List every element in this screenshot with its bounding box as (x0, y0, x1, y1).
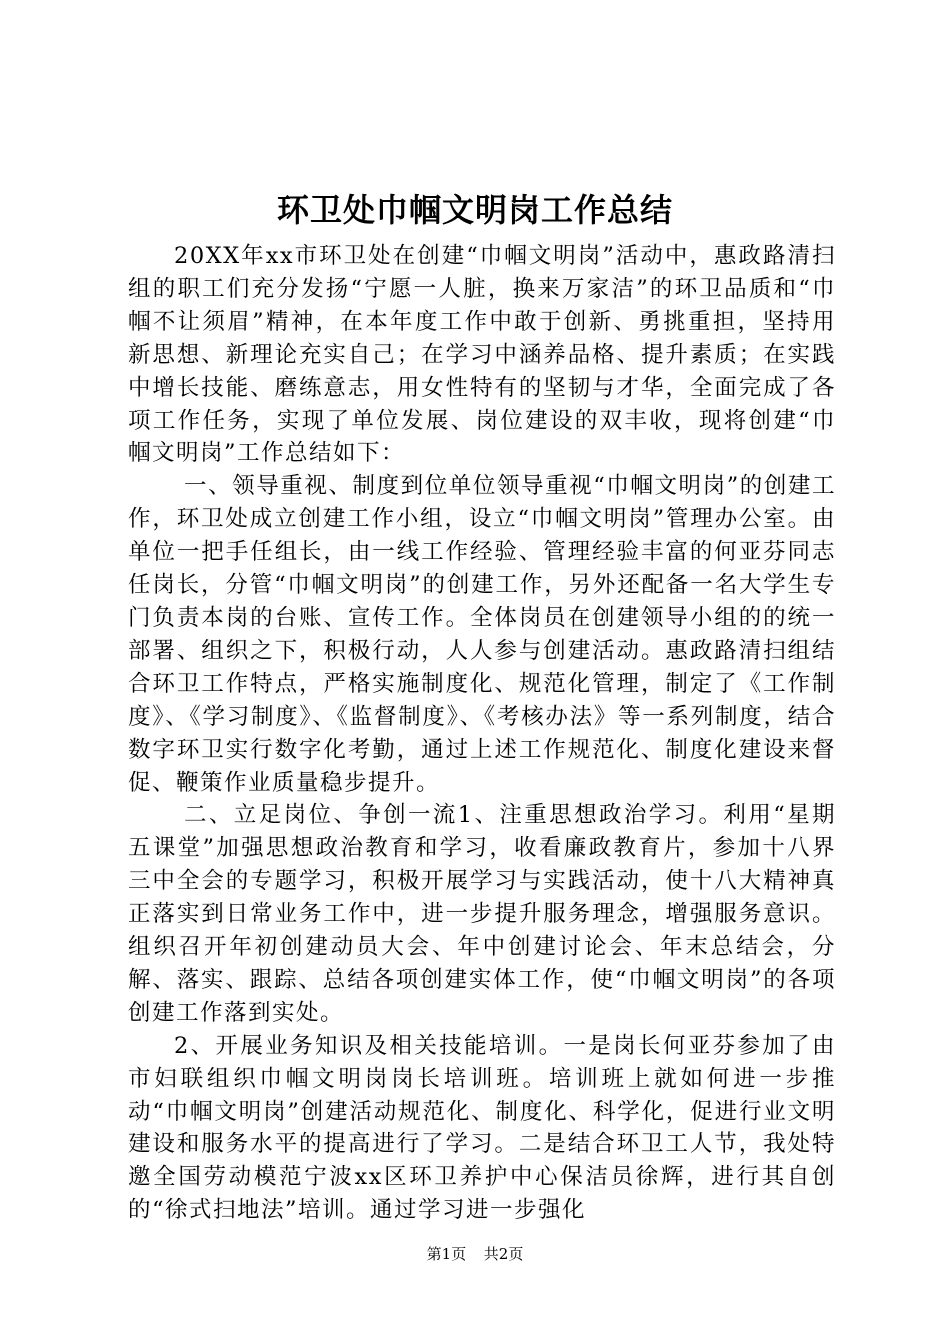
page-footer (0, 1244, 950, 1264)
paragraph-section-two: 二、立足岗位、争创一流1、注重思想政治学习。利用“星期五课堂”加强思想政治教育和学习，收看廉政教育片，参加十八界三中全会的专题学习，积极开展学习与实践活动，使十八大精神真正落实到日常业务工作中，进一步提升服务理念，增强服务意识。组织召开年初创建动员大会、年中创建讨论会、年末总结会，分解、落实、跟踪、总结各项创建实体工作，使“巾帼文明岗”的各项创建工作落到实处。 (128, 802, 836, 1026)
document-body (128, 240, 836, 1227)
paragraph-training: 2、开展业务知识及相关技能培训。一是岗长何亚芬参加了由市妇联组织巾帼文明岗岗长培训班。培训班上就如何进一步推动“巾帼文明岗”创建活动规范化、制度化、科学化，促进行业文明建设和服务水平的提高进行了学习。二是结合环卫工人节，我处特邀全国劳动模范宁波xx区环卫养护中心保洁员徐辉，进行其自创的“徐式扫地法”培训。通过学习进一步强化 (128, 1032, 836, 1224)
page-number: 第1页 (426, 1245, 467, 1263)
paragraph-intro: 20XX年xx市环卫处在创建“巾帼文明岗”活动中，惠政路清扫组的职工们充分发扬“宁愿一人脏，换来万家洁”的环卫品质和“巾帼不让须眉”精神，在本年度工作中敢于创新、勇挑重担，坚持用新思想、新理论充实自己；在学习中涵养品格、提升素质；在实践中增长技能、磨练意志，用女性特有的坚韧与才华，全面完成了各项工作任务，实现了单位发展、岗位建设的双丰收，现将创建“巾帼文明岗”工作总结如下： (128, 243, 836, 467)
document-title: 环卫处巾帼文明岗工作总结 (276, 191, 673, 229)
page-total: 共2页 (483, 1245, 524, 1263)
paragraph-section-one: 一、领导重视、制度到位单位领导重视“巾帼文明岗”的创建工作，环卫处成立创建工作小组，设立“巾帼文明岗”管理办公室。由单位一把手任组长，由一线工作经验、管理经验丰富的何亚芬同志任岗长，分管“巾帼文明岗”的创建工作，另外还配备一名大学生专门负责本岗的台账、宣传工作。全体岗员在创建领导小组的的统一部署、组织之下，积极行动，人人参与创建活动。惠政路清扫组结合环卫工作特点，严格实施制度化、规范化管理，制定了《工作制度》、《学习制度》、《监督制度》、《考核办法》等一系列制度，结合数字环卫实行数字化考勤，通过上述工作规范化、制度化建设来督促、鞭策作业质量稳步提升。 (128, 473, 836, 796)
